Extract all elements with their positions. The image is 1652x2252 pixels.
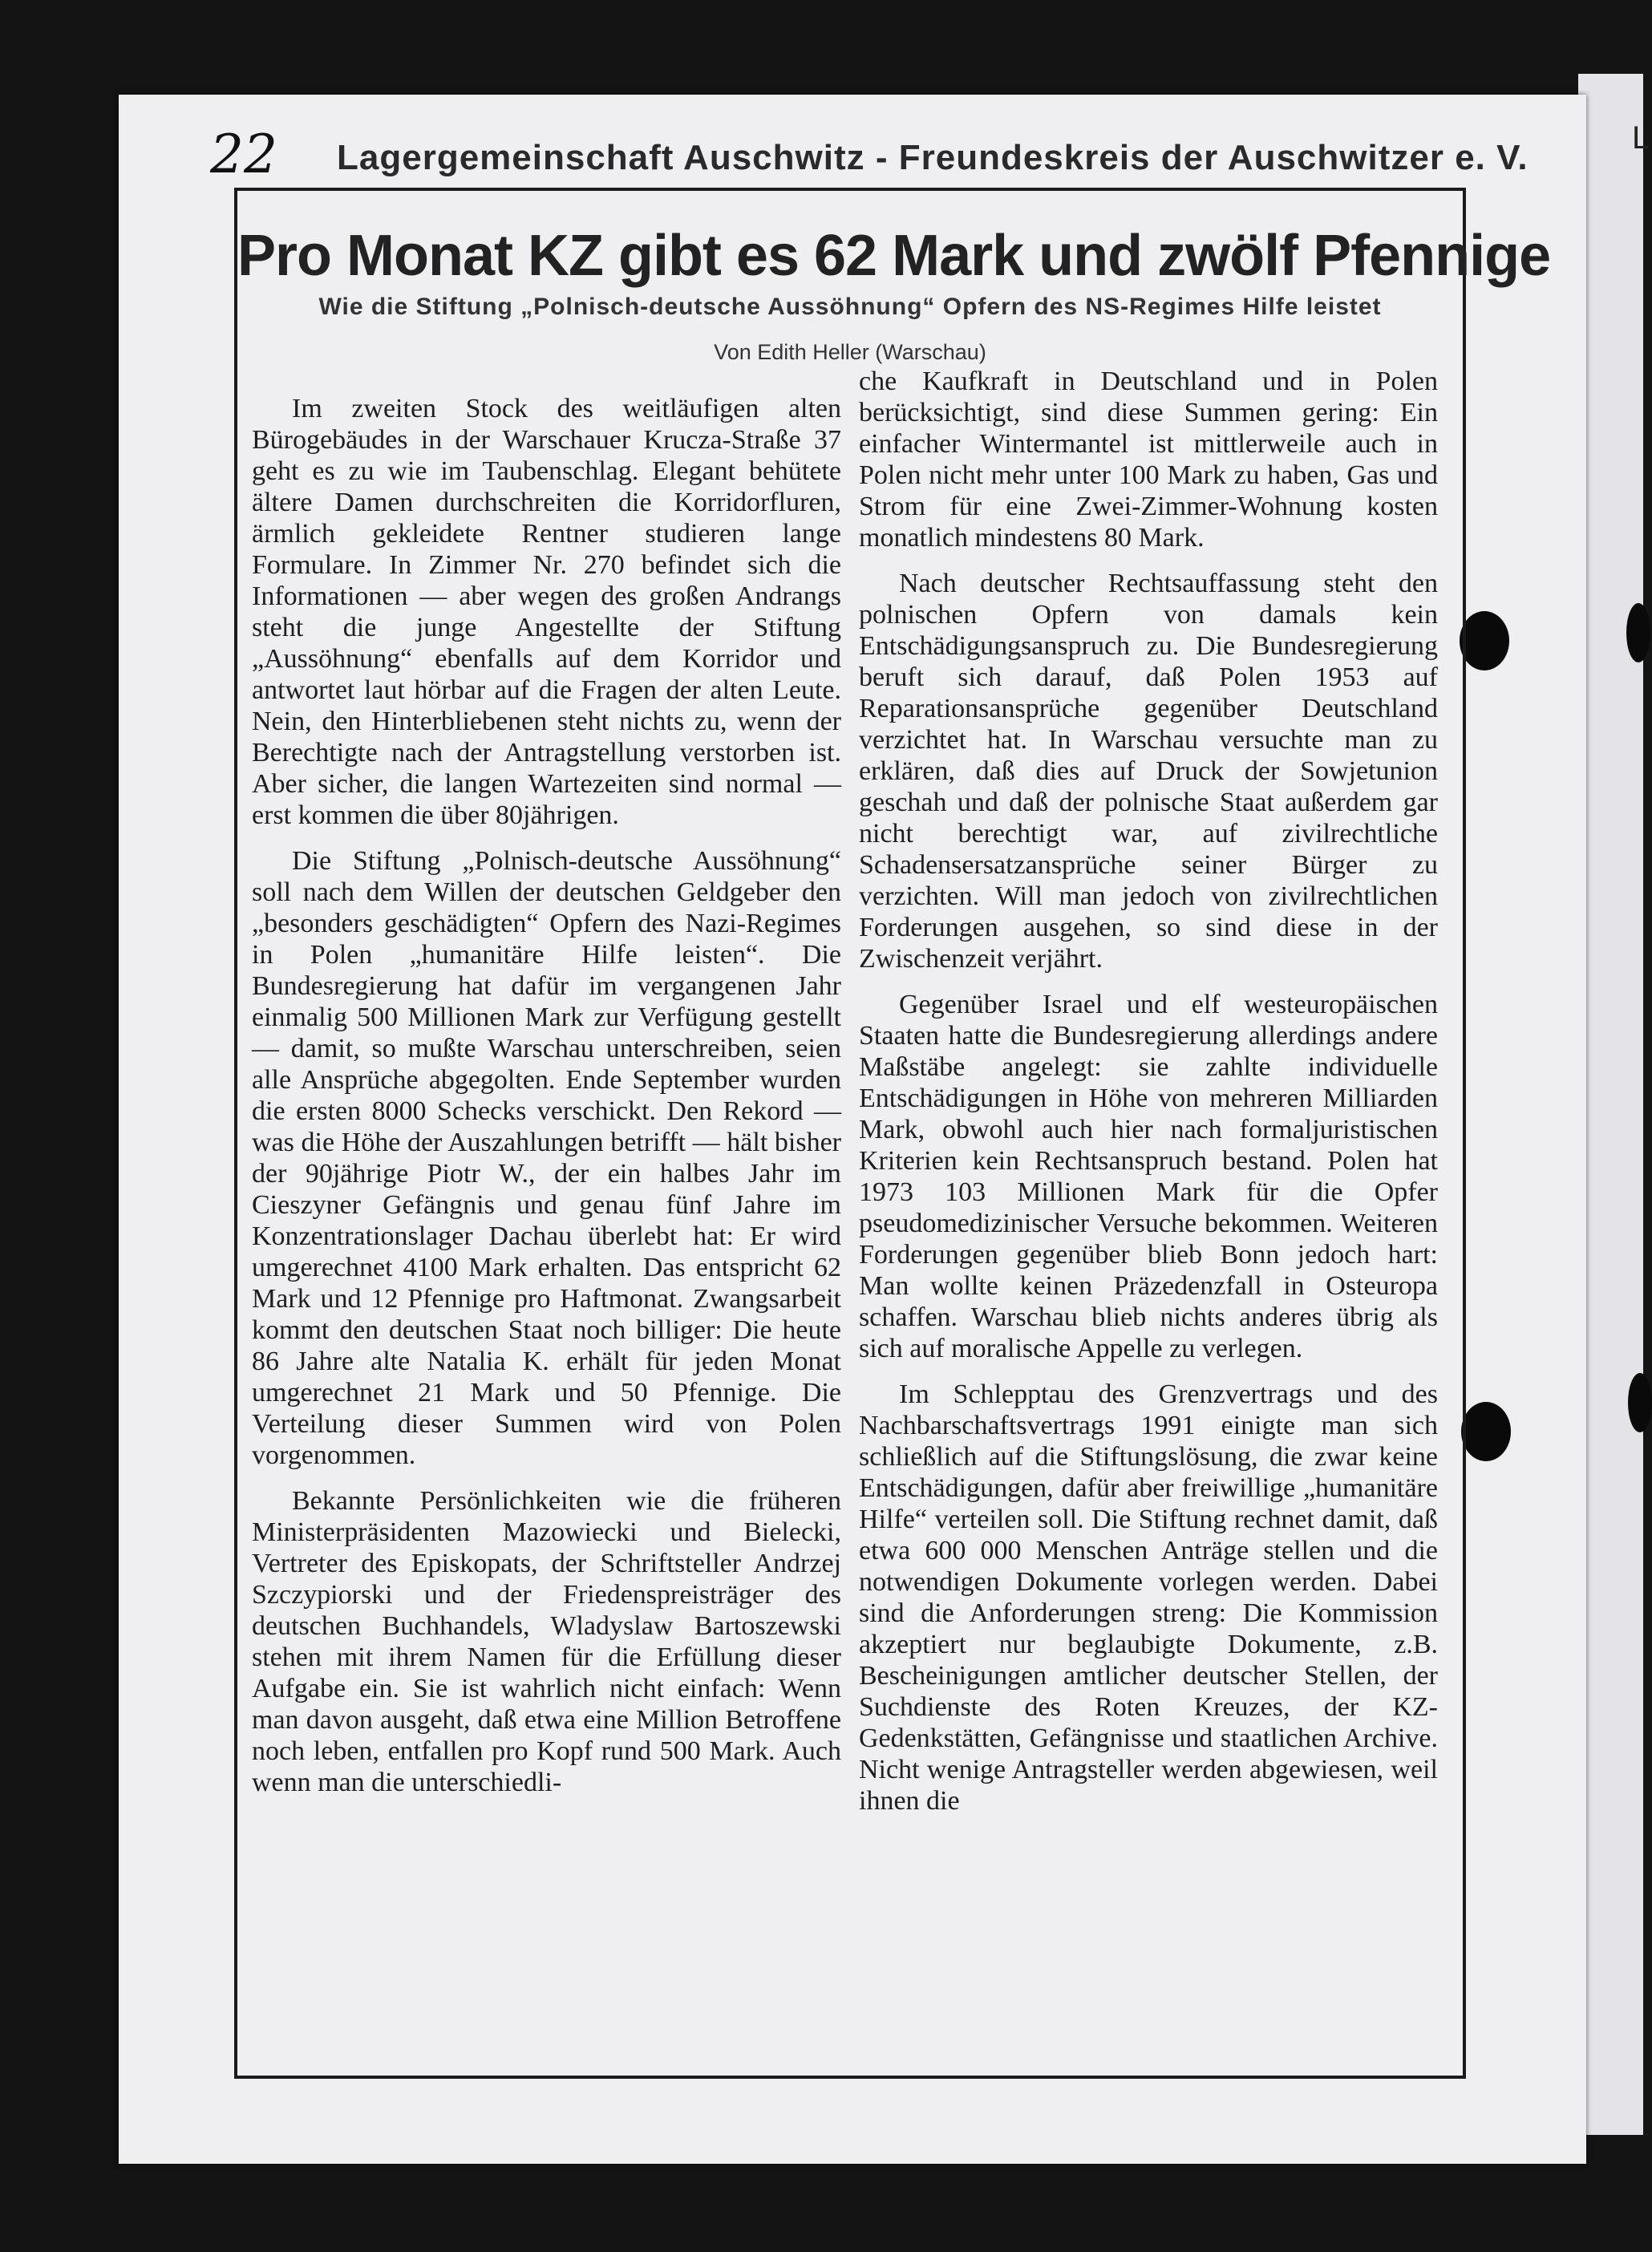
article-subheadline: Wie die Stiftung „Polnisch-deutsche Aussöhnung“ Opfern des NS-Regimes Hilfe leistet (318, 294, 1382, 320)
article-byline: Von Edith Heller (Warschau) (714, 340, 986, 364)
next-page-punch-hole-lower (1628, 1373, 1652, 1432)
paragraph: Die Stiftung „Polnisch-deutsche Aussöhnung“ soll nach dem Willen der deutschen Geldgeber den „besonders geschädigten“ Opfern des Nazi-Regimes in Polen „humanitäre Hilfe leisten“. Die Bundesregierung hat dafür im vergangenen Jahr einmalig 500 Millionen Mark zur Verfügung gestellt — damit, so mußte Warschau unterschreiben, seien alle Ansprüche abgegolten. Ende September wurden die ersten 8000 Schecks verschickt. Den Rekord — was die Höhe der Auszahlungen betrifft — hält bisher der 90jährige Piotr W., der ein halbes Jahr im Cieszyner Gefängnis und genau fünf Jahre im Konzentrationslager Dachau überlebt hat: Er wird umgerechnet 4100 Mark erhalten. Das entspricht 62 Mark und 12 Pfennige pro Haftmonat. Zwangsarbeit kommt den deutschen Staat noch billiger: Die heute 86 Jahre alte Natalia K. erhält für jeden Monat umgerechnet 21 Mark und 50 Pfennige. Die Verteilung dieser Summen wird von Polen vorgenommen. (252, 846, 841, 1470)
next-page-letter: L (1632, 120, 1650, 156)
header-title: Lagergemeinschaft Auschwitz - Freundeskreis der Auschwitzer e. V. (337, 138, 1529, 177)
article-frame (234, 188, 1551, 2079)
paragraph: Gegenüber Israel und elf westeuropäischen Staaten hatte die Bundesregierung allerdings andere Maßstäbe angelegt: sie zahlte individuelle Entschädigungen in Höhe von mehreren Milliarden Mark, obwohl auch hier nach formaljuristischen Kriterien kein Rechtsanspruch bestand. Polen hat 1973 103 Millionen Mark für die Opfer pseudomedizinischer Versuche bekommen. Weiteren Forderungen gegenüber blieb Bonn jedoch hart: Man wollte keinen Präzedenzfall in Osteuropa schaffen. Warschau blieb nichts anderes übrig als sich auf moralische Appelle zu verlegen. (859, 990, 1438, 1363)
article-column-left (252, 393, 841, 1813)
next-page-edge (1578, 74, 1643, 2135)
paragraph: che Kaufkraft in Deutschland und in Polen berücksichtigt, sind diese Summen gering: Ein einfacher Wintermantel ist mittlerweile auch in Polen nicht mehr unter 100 Mark zu haben, Gas und Strom für eine Zwei-Zimmer-Wohnung kosten monatlich mindestens 80 Mark. (859, 367, 1438, 553)
punch-hole-lower (1461, 1402, 1511, 1461)
paragraph: Nach deutscher Rechtsauffassung steht den polnischen Opfern von damals kein Entschädigungsanspruch zu. Die Bundesregierung beruft sich darauf, daß Polen 1953 auf Reparationsansprüche gegenüber Deutschland verzichtet hat. In Warschau versuchte man zu erklären, daß dies auf Druck der Sowjetunion geschah und daß der polnische Staat außerdem gar nicht berechtigt war, auf zivilrechtliche Schadensersatzansprüche seiner Bürger zu verzichten. Will man jedoch von zivilrechtlichen Forderungen ausgehen, so sind diese in der Zwischenzeit verjährt. (859, 569, 1438, 974)
article-headline: Pro Monat KZ gibt es 62 Mark und zwölf Pfennige (237, 224, 1551, 288)
page-header (210, 124, 1529, 186)
paragraph: Im zweiten Stock des weitläufigen alten Bürogebäudes in der Warschauer Krucza-Straße 37 geht es zu wie im Taubenschlag. Elegant behütete ältere Damen durchschreiten die Korridorfluren, ärmlich gekleidete Rentner studieren lange Formulare. In Zimmer Nr. 270 befindet sich die Informationen — aber wegen des großen Andrangs steht die junge Angestellte der Stiftung „Aussöhnung“ ebenfalls auf dem Korridor und antwortet laut hörbar auf die Fragen der alten Leute. Nein, den Hinterbliebenen steht nichts zu, wenn der Berechtigte nach der Antragstellung verstorben ist. Aber sicher, die langen Wartezeiten sind normal — erst kommen die über 80jährigen. (252, 394, 841, 830)
paragraph: Bekannte Persönlichkeiten wie die früheren Ministerpräsidenten Mazowiecki und Bielecki, Vertreter des Episkopats, der Schriftsteller Andrzej Szczypiorski und der Friedenspreisträger des deutschen Buchhandels, Wladyslaw Bartoszewski stehen mit ihrem Namen für die Erfüllung dieser Aufgabe ein. Sie ist wahrlich nicht einfach: Wenn man davon ausgeht, daß etwa eine Million Betroffene noch leben, entfallen pro Kopf rund 500 Mark. Auch wenn man die unterschiedli- (252, 1486, 841, 1797)
next-page-punch-hole-upper (1626, 603, 1650, 662)
paragraph: Im Schlepptau des Grenzvertrags und des Nachbarschaftsvertrags 1991 einigte man sich schließlich auf die Stiftungslösung, die zwar keine Entschädigungen, dafür aber freiwillige „humanitäre Hilfe“ verteilen soll. Die Stiftung rechnet damit, daß etwa 600 000 Menschen Anträge stellen und die notwendigen Dokumente vorlegen werden. Dabei sind die Anforderungen streng: Die Kommission akzeptiert nur beglaubigte Dokumente, z.B. Bescheinigungen amtlicher deutscher Stellen, der Suchdienste des Roten Kreuzes, der KZ-Gedenkstätten, Gefängnisse und staatlichen Archive. Nicht wenige Antragsteller werden abgewiesen, weil ihnen die (859, 1379, 1438, 1816)
article-column-right (859, 366, 1438, 1831)
punch-hole-upper (1460, 611, 1509, 670)
page-number: 22 (210, 124, 277, 185)
